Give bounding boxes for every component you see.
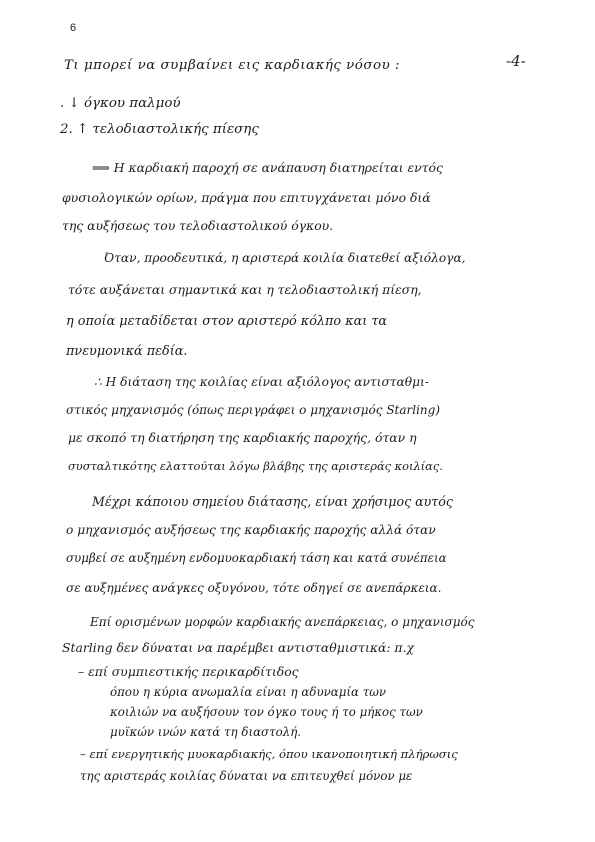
line-3: 2. ↑ τελοδιαστολικής πίεσης: [60, 122, 259, 137]
line-18: σε αυξημένες ανάγκες οξυγόνου, τότε οδηγεί σε ανεπάρκεια.: [66, 581, 442, 595]
line-20: Starling δεν δύναται να παρέμβει αντισταθμιστικά: π.χ: [62, 640, 415, 655]
line-8: τότε αυξάνεται σημαντικά και η τελοδιαστολική πίεση,: [68, 282, 422, 297]
handwritten-page-number: -4-: [506, 52, 526, 70]
line-5: φυσιολογικών ορίων, πράγμα που επιτυγχάνεται μόνο διά: [62, 190, 431, 205]
page-number: 6: [70, 22, 77, 34]
line-9: η οποία μεταδίδεται στον αριστερό κόλπο και τα: [66, 314, 388, 329]
line-4: ⟹ Η καρδιακή παροχή σε ανάπαυση διατηρείται εντός: [92, 160, 443, 175]
line-13: με σκοπό τη διατήρηση της καρδιακής παροχής, όταν η: [68, 430, 417, 445]
line-6: της αυξήσεως του τελοδιαστολικού όγκου.: [62, 218, 334, 233]
line-23: κοιλιών να αυξήσουν τον όγκο τους ή το μήκος των: [110, 705, 423, 719]
line-21: – επί συμπιεστικής περικαρδίτιδος: [78, 664, 299, 679]
line-17: συμβεί σε αυξημένη ενδομυοκαρδιακή τάση και κατά συνέπεια: [66, 551, 447, 565]
line-12: στικός μηχανισμός (όπως περιγράφει ο μηχανισμός Starling): [66, 403, 441, 417]
line-10: πνευμονικά πεδία.: [66, 344, 188, 359]
line-1: Τι μπορεί να συμβαίνει εις καρδιακής νόσου :: [64, 58, 400, 73]
line-26: της αριστεράς κοιλίας δύναται να επιτευχθεί μόνον με: [80, 769, 413, 783]
line-14: συσταλτικότης ελαττούται λόγω βλάβης της αριστεράς κοιλίας.: [68, 459, 443, 473]
line-22: όπου η κύρια ανωμαλία είναι η αδυναμία των: [110, 685, 387, 699]
line-7: Όταν, προοδευτικά, η αριστερά κοιλία διατεθεί αξιόλογα,: [104, 251, 466, 265]
line-19: Επί ορισμένων μορφών καρδιακής ανεπάρκειας, ο μηχανισμός: [90, 615, 475, 629]
line-25: – επί ενεργητικής μυοκαρδιακής, όπου ικανοποιητική πλήρωσις: [80, 747, 458, 761]
line-15: Μέχρι κάποιου σημείου διάτασης, είναι χρήσιμος αυτός: [92, 494, 453, 509]
line-11: ∴ Η διάταση της κοιλίας είναι αξιόλογος αντισταθμι-: [94, 375, 429, 389]
line-24: μυϊκών ινών κατά τη διαστολή.: [110, 725, 302, 739]
line-2: . ↓ όγκου παλμού: [60, 96, 181, 111]
line-16: ο μηχανισμός αυξήσεως της καρδιακής παροχής αλλά όταν: [66, 523, 436, 537]
